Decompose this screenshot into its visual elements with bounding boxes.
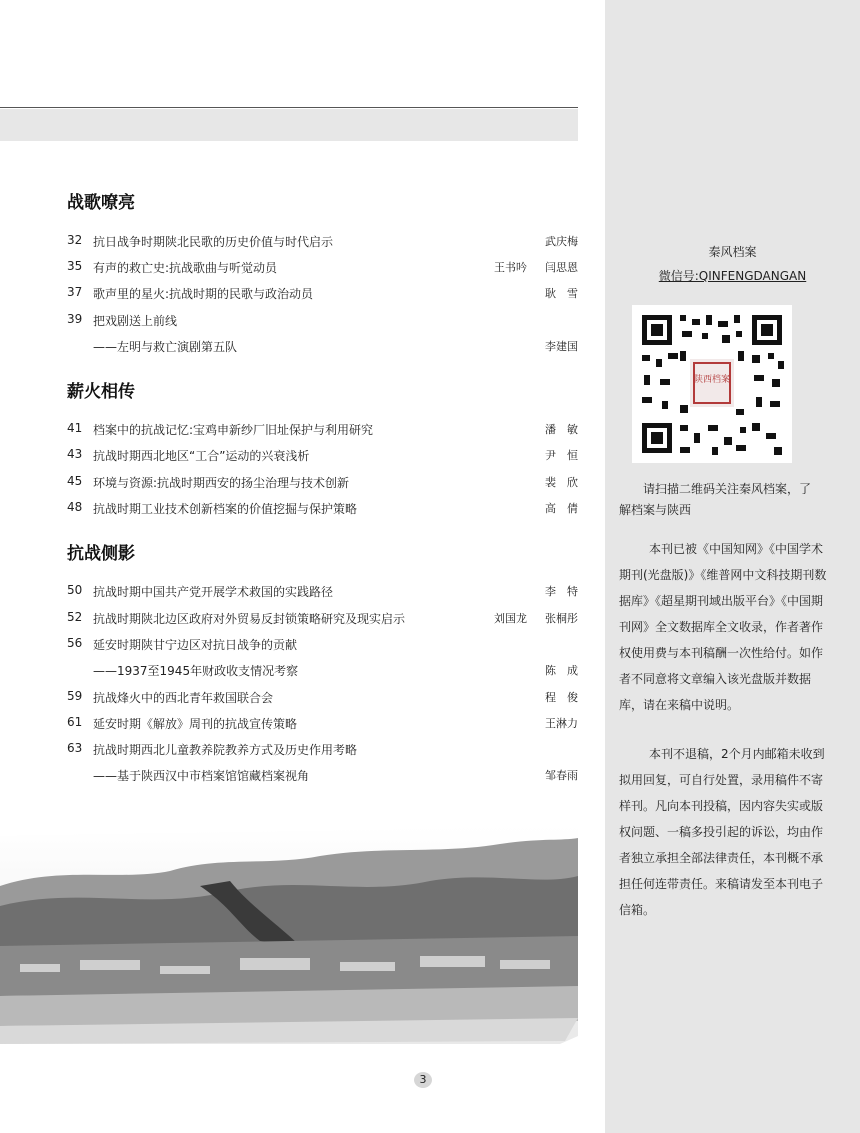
toc-author: 陈 成 [545, 664, 578, 677]
toc-author: 王淋力 [545, 717, 578, 730]
toc-row[interactable] [67, 259, 578, 279]
toc-title: 把戏剧送上前线 [93, 314, 178, 328]
toc-title: 延安时期陕甘宁边区对抗日战争的贡献 [93, 638, 298, 652]
toc-author: 裴 欣 [545, 476, 578, 489]
historic-landscape-photo [0, 826, 578, 1044]
toc-page-number: 35 [67, 259, 83, 273]
submission-notice: 本刊不退稿，2个月内邮箱未收到拟用回复，可自行处置，录用稿件不寄样刊。凡向本刊投稿，因内容失实或版权问题、一稿多投引起的诉讼，均由作者独立承担全部法律责任，本刊概不承担任何连带责任。来稿请发至本刊电子信箱。 [619, 747, 825, 917]
toc-title: 抗战时期工业技术创新档案的价值挖掘与保护策略 [93, 502, 358, 516]
wechat-id [605, 267, 860, 284]
toc-row[interactable] [67, 421, 578, 441]
qr-stamp-logo: 陕西档案 [693, 375, 731, 385]
toc-page-number: 32 [67, 233, 83, 247]
toc-page-number: 39 [67, 312, 83, 326]
toc-author: 张桐彤 [545, 612, 578, 625]
toc-row[interactable] [67, 662, 578, 682]
copyright-notice: 本刊已被《中国知网》《中国学术期刊(光盘版)》《维普网中文科技期刊数据库》《超星期刊域出版平台》《中国期刊网》全文数据库全文收录，作者著作权使用费与本刊稿酬一次性给付。如作者不同意将文章编入该光盘版并数据库，请在来稿中说明。 [619, 542, 827, 712]
toc-title: 抗战时期西北儿童教养院教养方式及历史作用考略 [93, 743, 358, 757]
toc-title: 抗战时期中国共产党开展学术救国的实践路径 [93, 585, 334, 599]
toc-title: 抗日战争时期陕北民歌的历史价值与时代启示 [93, 235, 334, 249]
toc-row[interactable] [67, 233, 578, 253]
toc-row[interactable] [67, 610, 578, 630]
toc-page-number: 61 [67, 715, 83, 729]
scan-instruction: 请扫描二维码关注秦风档案，了解档案与陕西 [619, 482, 812, 517]
section-title: 薪火相传 [67, 382, 135, 402]
toc-subtitle: ——1937至1945年财政收支情况考察 [93, 664, 299, 678]
toc-row[interactable] [67, 636, 578, 656]
toc-author: 尹 恒 [545, 449, 578, 462]
toc-author: 邹春雨 [545, 769, 578, 782]
toc-page-number: 43 [67, 447, 83, 461]
wechat-id-text[interactable]: 微信号:QINFENGDANGAN [658, 269, 807, 283]
toc-author: 潘 敏 [545, 423, 578, 436]
toc-page-number: 59 [67, 689, 83, 703]
toc-page-number: 45 [67, 474, 83, 488]
toc-page-number: 52 [67, 610, 83, 624]
toc-subtitle: ——左明与救亡演剧第五队 [93, 340, 238, 354]
toc-title: 抗战烽火中的西北青年救国联合会 [93, 691, 274, 705]
toc-row[interactable] [67, 583, 578, 603]
toc-row[interactable] [67, 338, 578, 358]
section-title: 抗战侧影 [67, 544, 135, 564]
qr-code-icon[interactable] [632, 305, 792, 463]
toc-row[interactable] [67, 285, 578, 305]
toc-author: 刘国龙 [494, 612, 527, 625]
toc-title: 抗战时期陕北边区政府对外贸易反封锁策略研究及现实启示 [93, 612, 406, 626]
toc-page-number: 56 [67, 636, 83, 650]
toc-author: 闫思恩 [545, 261, 578, 274]
toc-row[interactable] [67, 500, 578, 520]
toc-title: 延安时期《解放》周刊的抗战宣传策略 [93, 717, 298, 731]
toc-row[interactable] [67, 447, 578, 467]
toc-author: 高 倩 [545, 502, 578, 515]
page-number: 3 [414, 1072, 432, 1088]
sidebar-title: 秦风档案 [708, 245, 757, 259]
toc-row[interactable] [67, 741, 578, 761]
toc-row[interactable] [67, 312, 578, 332]
toc-page-number: 41 [67, 421, 83, 435]
toc-row[interactable] [67, 474, 578, 494]
toc-page-number: 50 [67, 583, 83, 597]
toc-author: 耿 雪 [545, 287, 578, 300]
toc-subtitle: ——基于陕西汉中市档案馆馆藏档案视角 [93, 769, 310, 783]
toc-row[interactable] [67, 689, 578, 709]
toc-row[interactable] [67, 767, 578, 787]
toc-author: 李 特 [545, 585, 578, 598]
toc-title: 抗战时期西北地区“工合”运动的兴衰浅析 [93, 449, 310, 463]
sidebar [605, 0, 860, 1133]
toc-title: 有声的救亡史:抗战歌曲与听觉动员 [93, 261, 278, 275]
toc-row[interactable] [67, 715, 578, 735]
toc-author: 武庆梅 [545, 235, 578, 248]
toc-author: 李建国 [545, 340, 578, 353]
top-rule [0, 107, 578, 108]
toc-title: 档案中的抗战记忆:宝鸡申新纱厂旧址保护与利用研究 [93, 423, 374, 437]
toc-page-number: 63 [67, 741, 83, 755]
header-band [0, 109, 578, 141]
toc-title: 歌声里的星火:抗战时期的民歌与政治动员 [93, 287, 314, 301]
section-title: 战歌嘹亮 [67, 193, 135, 213]
toc-page-number: 37 [67, 285, 83, 299]
toc-title: 环境与资源:抗战时期西安的扬尘治理与技术创新 [93, 476, 350, 490]
toc-author: 王书吟 [494, 261, 527, 274]
toc-page-number: 48 [67, 500, 83, 514]
toc-author: 程 俊 [545, 691, 578, 704]
